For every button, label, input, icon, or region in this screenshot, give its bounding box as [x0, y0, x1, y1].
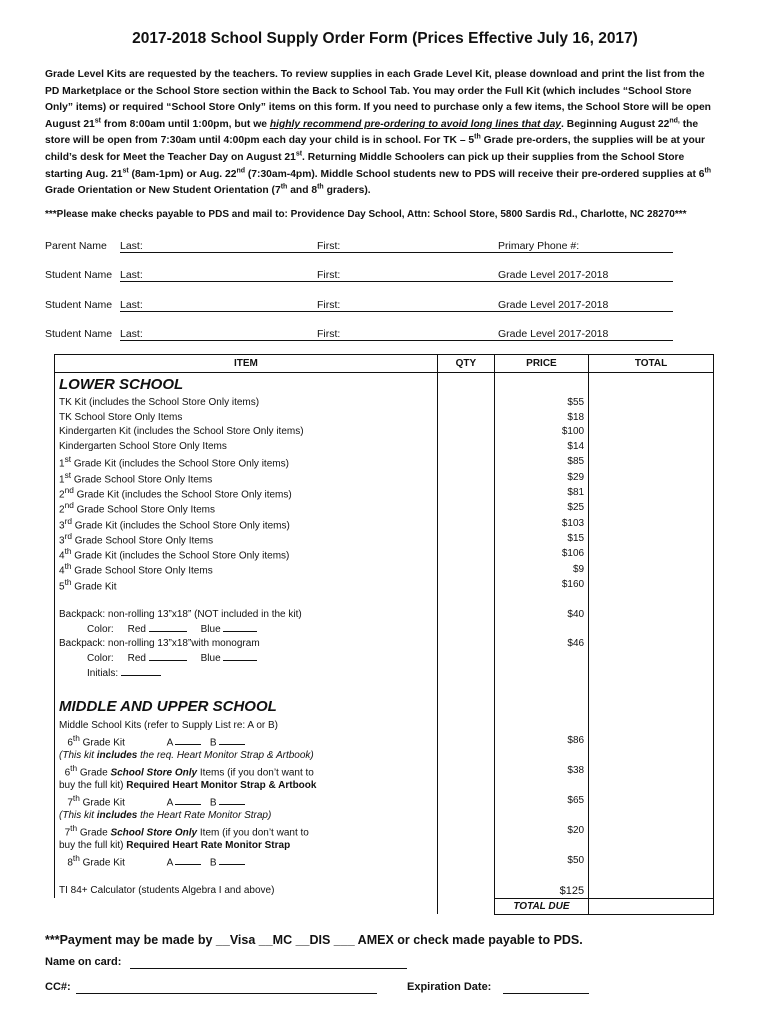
- item-price: $65: [494, 793, 588, 808]
- qty-cell[interactable]: [437, 853, 494, 868]
- item-price: $38: [494, 763, 588, 778]
- table-row: [55, 808, 714, 823]
- student-name-label: Student Name: [45, 269, 113, 281]
- student-name-row: [45, 328, 725, 342]
- blue-blank[interactable]: [223, 660, 257, 661]
- total-cell[interactable]: [589, 500, 714, 515]
- qty-cell[interactable]: [437, 470, 494, 485]
- item-name: Backpack: non-rolling 13”x18”with monogram: [55, 637, 438, 652]
- table-row: [55, 577, 714, 592]
- item-price: $15: [494, 531, 588, 546]
- total-cell[interactable]: [589, 470, 714, 485]
- table-row: [55, 763, 714, 778]
- initials-blank[interactable]: [121, 675, 161, 676]
- total-cell[interactable]: [589, 395, 714, 410]
- total-cell[interactable]: [589, 561, 714, 576]
- table-row: [55, 651, 714, 666]
- table-row: [55, 470, 714, 485]
- item-price: $29: [494, 470, 588, 485]
- total-cell[interactable]: [589, 607, 714, 622]
- qty-cell[interactable]: [437, 637, 494, 652]
- qty-cell[interactable]: [437, 410, 494, 425]
- item-name: TI 84+ Calculator (students Algebra I and above): [55, 883, 438, 898]
- student-last-field[interactable]: Last:: [120, 269, 318, 282]
- item-price: $125: [494, 883, 588, 898]
- price-header: PRICE: [494, 355, 588, 373]
- qty-header: QTY: [437, 355, 494, 373]
- item-name: Backpack: non-rolling 13”x18” (NOT included in the kit): [55, 607, 438, 622]
- total-cell[interactable]: [589, 823, 714, 838]
- item-name: 1st Grade School Store Only Items: [55, 470, 438, 485]
- qty-cell[interactable]: [437, 823, 494, 838]
- spacer-row: [55, 681, 714, 696]
- spacer-row: [55, 868, 714, 883]
- table-row: [55, 778, 714, 793]
- grade-level-field[interactable]: Grade Level 2017-2018: [498, 328, 673, 341]
- name-on-card-field[interactable]: [130, 968, 407, 969]
- total-cell[interactable]: [589, 577, 714, 592]
- item-name: 3rd Grade School Store Only Items: [55, 531, 438, 546]
- form-title: 2017-2018 School Supply Order Form (Prices Effective July 16, 2017): [132, 30, 638, 47]
- item-name: 2nd Grade Kit (includes the School Store Only items): [55, 485, 438, 500]
- student-first-field[interactable]: First:: [317, 269, 499, 282]
- item-price: $14: [494, 439, 588, 454]
- parent-first-field[interactable]: First:: [317, 240, 499, 253]
- ss-only-note: buy the full kit) Required Heart Monitor Strap & Artbook: [55, 778, 438, 793]
- total-cell[interactable]: [589, 425, 714, 440]
- item-name: 3rd Grade Kit (includes the School Store Only items): [55, 516, 438, 531]
- student-last-field[interactable]: Last:: [120, 299, 318, 312]
- table-row: [55, 531, 714, 546]
- option-a-blank[interactable]: [175, 804, 201, 805]
- expiration-label: Expiration Date:: [407, 981, 492, 993]
- total-cell[interactable]: [589, 883, 714, 898]
- table-row: [55, 793, 714, 808]
- item-price: $20: [494, 823, 588, 838]
- student-name-label: Student Name: [45, 328, 113, 340]
- item-price: $106: [494, 546, 588, 561]
- table-row: [55, 748, 714, 763]
- qty-cell[interactable]: [437, 883, 494, 898]
- recommendation-emphasis: highly recommend pre-ordering to avoid long lines that day: [269, 118, 562, 130]
- option-b-blank[interactable]: [219, 744, 245, 745]
- table-row: [55, 425, 714, 440]
- student-name-row: [45, 269, 725, 283]
- item-name: 4th Grade Kit (includes the School Store Only items): [55, 546, 438, 561]
- qty-cell[interactable]: [437, 607, 494, 622]
- table-row: [55, 454, 714, 469]
- qty-cell[interactable]: [437, 531, 494, 546]
- total-cell[interactable]: [589, 454, 714, 469]
- table-row: [55, 622, 714, 637]
- checks-note: ***Please make checks payable to PDS and mail to: Providence Day School, Attn: School Store, 5800 Sardis Rd., Charlotte, NC 28270***: [45, 209, 687, 220]
- total-cell[interactable]: [589, 546, 714, 561]
- total-due-row: [55, 898, 714, 914]
- item-price: $40: [494, 607, 588, 622]
- item-price: $160: [494, 577, 588, 592]
- table-row: [55, 637, 714, 652]
- student-name-label: Student Name: [45, 299, 113, 311]
- total-cell[interactable]: [589, 439, 714, 454]
- option-b-blank[interactable]: [219, 804, 245, 805]
- qty-cell[interactable]: [437, 454, 494, 469]
- kit-note: (This kit includes the Heart Rate Monitor Strap): [55, 808, 438, 823]
- table-row: [55, 500, 714, 515]
- item-price: $100: [494, 425, 588, 440]
- eighth-grade-kit: 8th Grade Kit A B: [55, 853, 438, 868]
- lower-school-heading: LOWER SCHOOL: [55, 373, 438, 396]
- table-row: [55, 666, 714, 681]
- qty-cell[interactable]: [437, 485, 494, 500]
- total-due-cell[interactable]: [589, 898, 714, 914]
- table-row: [55, 883, 714, 898]
- seventh-grade-ss-only: 7th Grade School Store Only Item (if you don’t want to: [55, 823, 438, 838]
- table-row: [55, 395, 714, 410]
- item-name: 5th Grade Kit: [55, 577, 438, 592]
- qty-cell[interactable]: [437, 500, 494, 515]
- sixth-grade-kit: 6th Grade Kit A B: [55, 733, 438, 748]
- middle-upper-heading: MIDDLE AND UPPER SCHOOL: [55, 696, 438, 718]
- item-price: $9: [494, 561, 588, 576]
- item-price: $55: [494, 395, 588, 410]
- qty-cell[interactable]: [437, 793, 494, 808]
- table-header-row: [55, 355, 714, 373]
- order-table: [54, 354, 714, 915]
- student-first-field[interactable]: First:: [317, 299, 499, 312]
- initials-option: Initials:: [55, 666, 438, 681]
- section-row: [55, 696, 714, 718]
- item-name: 2nd Grade School Store Only Items: [55, 500, 438, 515]
- item-price: $86: [494, 733, 588, 748]
- total-header: TOTAL: [589, 355, 714, 373]
- item-price: $81: [494, 485, 588, 500]
- section-row: [55, 373, 714, 396]
- item-price: $50: [494, 853, 588, 868]
- grade-level-field[interactable]: Grade Level 2017-2018: [498, 299, 673, 312]
- item-name: 4th Grade School Store Only Items: [55, 561, 438, 576]
- cc-label: CC#:: [45, 981, 71, 993]
- spacer-row: [55, 592, 714, 607]
- item-name: TK School Store Only Items: [55, 410, 438, 425]
- total-cell[interactable]: [589, 853, 714, 868]
- table-row: [55, 516, 714, 531]
- table-row: [55, 823, 714, 838]
- sixth-grade-ss-only: 6th Grade School Store Only Items (if you don’t want to: [55, 763, 438, 778]
- table-row: [55, 485, 714, 500]
- total-cell[interactable]: [589, 793, 714, 808]
- color-option: Color: Red Blue: [55, 622, 438, 637]
- qty-cell[interactable]: [437, 577, 494, 592]
- total-cell[interactable]: [589, 410, 714, 425]
- ss-only-note: buy the full kit) Required Heart Rate Monitor Strap: [55, 838, 438, 853]
- red-blank[interactable]: [149, 660, 187, 661]
- intro-paragraph: Grade Level Kits are requested by the teachers. To review supplies in each Grade Level Kit, please download and print the list from the PD Marketplace or the School Store section within the Back to School Tab. You may order the Full Kit (which includes “School Store Only” items) or required “School Store Only” items on this form. If you need to purchase only a few items, the School Store will be open August 21st from 8:00am until 1:00pm, but we highly recommend pre-ordering to avoid long lines that day. Beginning August $22^{nd,}$ the store will be open from 7:30am until 4:00pm each day your child is in school. For TK – 5th Grade pre-orders, the supplies will be at your child’s desk for Meet the Teacher Day on August 21st. Returning Middle Schoolers can pick up their supplies from the School Store starting Aug. 21st (8am-1pm) or Aug. 22nd (7:30am-4pm). Middle School students new to PDS will receive their pre-ordered supplies at 6th Grade Orientation or New Student Orientation (7th and 8th graders).: [45, 69, 712, 197]
- kit-note: (This kit includes the req. Heart Monitor Strap & Artbook): [55, 748, 438, 763]
- item-price: $103: [494, 516, 588, 531]
- total-due-label: TOTAL DUE: [494, 898, 588, 914]
- student-name-row: [45, 299, 725, 313]
- cc-number-field[interactable]: [76, 993, 377, 994]
- seventh-grade-kit: 7th Grade Kit A B: [55, 793, 438, 808]
- table-row: [55, 561, 714, 576]
- item-name: Kindergarten School Store Only Items: [55, 439, 438, 454]
- qty-cell[interactable]: [437, 425, 494, 440]
- table-row: [55, 546, 714, 561]
- option-b-blank[interactable]: [219, 864, 245, 865]
- total-cell[interactable]: [589, 516, 714, 531]
- student-first-field[interactable]: First:: [317, 328, 499, 341]
- table-row: [55, 410, 714, 425]
- table-row: [55, 607, 714, 622]
- parent-name-row: [45, 240, 725, 254]
- item-name: Kindergarten Kit (includes the School Store Only items): [55, 425, 438, 440]
- total-cell[interactable]: [589, 485, 714, 500]
- option-a-blank[interactable]: [175, 864, 201, 865]
- total-cell[interactable]: [589, 531, 714, 546]
- grade-level-field[interactable]: Grade Level 2017-2018: [498, 269, 673, 282]
- table-row: [55, 439, 714, 454]
- table-row: [55, 718, 714, 733]
- table-row: [55, 838, 714, 853]
- item-name: TK Kit (includes the School Store Only items): [55, 395, 438, 410]
- item-price: $46: [494, 637, 588, 652]
- item-price: $85: [494, 454, 588, 469]
- qty-cell[interactable]: [437, 763, 494, 778]
- name-on-card-label: Name on card:: [45, 956, 122, 968]
- ms-kits-note: Middle School Kits (refer to Supply List re: A or B): [55, 718, 438, 733]
- payment-methods: ***Payment may be made by __Visa __MC __DIS ___ AMEX or check made payable to PDS.: [45, 933, 583, 947]
- total-cell[interactable]: [589, 763, 714, 778]
- qty-cell[interactable]: [437, 561, 494, 576]
- qty-cell[interactable]: [437, 733, 494, 748]
- parent-last-field[interactable]: Last:: [120, 240, 318, 253]
- item-price: $25: [494, 500, 588, 515]
- item-name: 1st Grade Kit (includes the School Store Only items): [55, 454, 438, 469]
- qty-cell[interactable]: [437, 395, 494, 410]
- item-header: ITEM: [55, 355, 438, 373]
- primary-phone-field[interactable]: Primary Phone #:: [498, 240, 673, 253]
- table-row: [55, 733, 714, 748]
- qty-cell[interactable]: [437, 439, 494, 454]
- red-blank[interactable]: [149, 631, 187, 632]
- color-option: Color: Red Blue: [55, 651, 438, 666]
- item-price: $18: [494, 410, 588, 425]
- student-last-field[interactable]: Last:: [120, 328, 318, 341]
- table-row: [55, 853, 714, 868]
- qty-cell[interactable]: [437, 516, 494, 531]
- option-a-blank[interactable]: [175, 744, 201, 745]
- expiration-field[interactable]: [503, 993, 589, 994]
- qty-cell[interactable]: [437, 546, 494, 561]
- total-cell[interactable]: [589, 637, 714, 652]
- blue-blank[interactable]: [223, 631, 257, 632]
- parent-name-label: Parent Name: [45, 240, 107, 252]
- total-cell[interactable]: [589, 733, 714, 748]
